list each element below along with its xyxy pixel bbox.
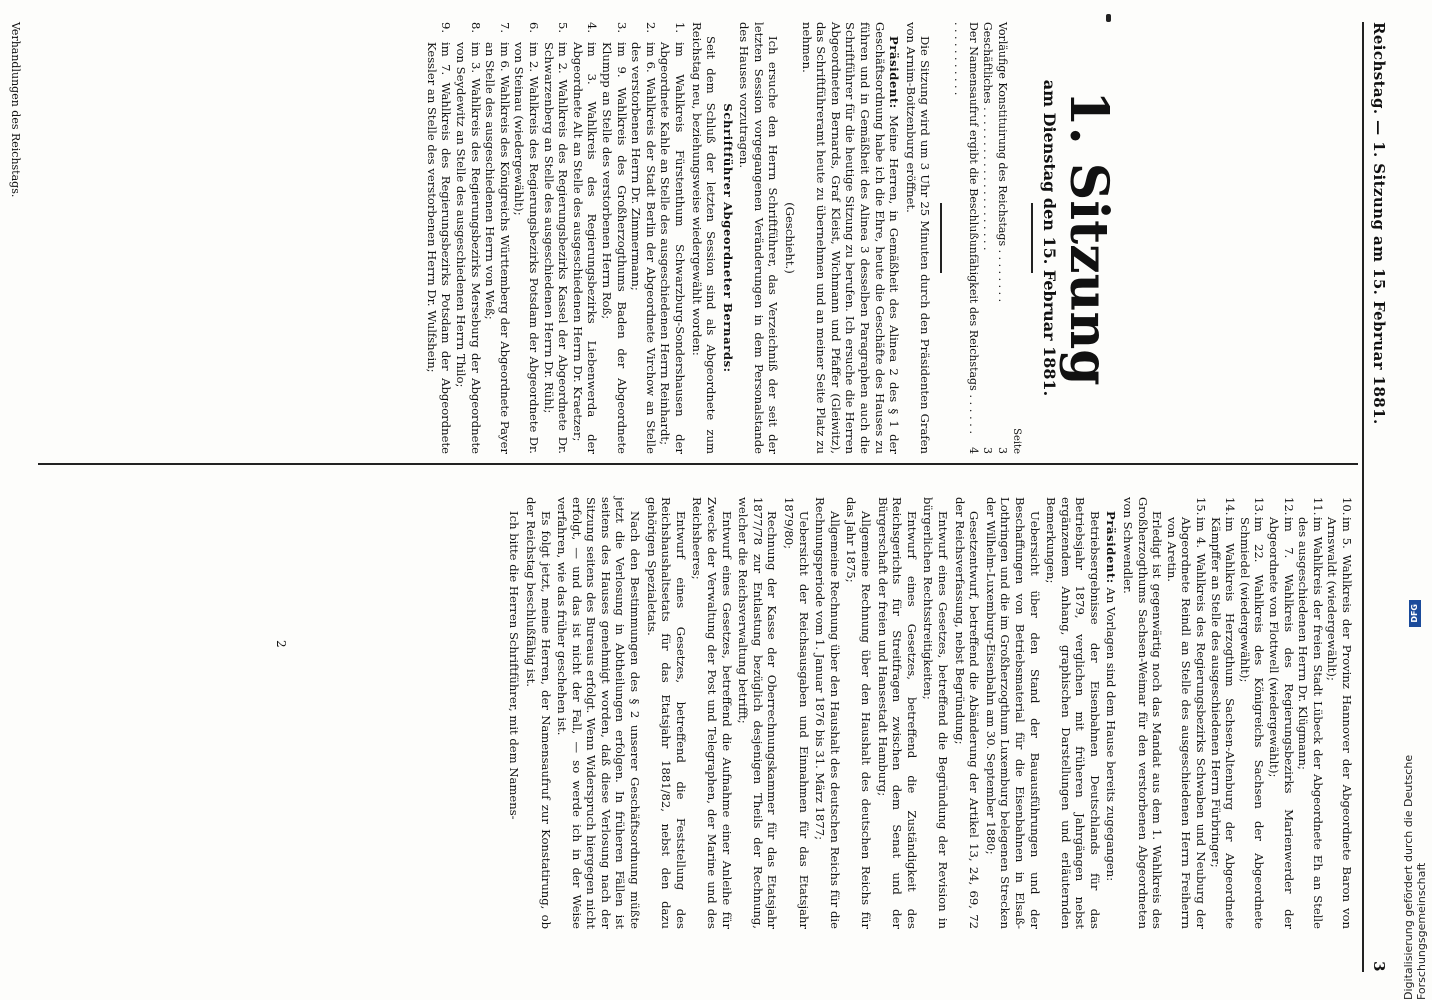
paragraph: Es folgt jetzt, meine Herren, der Namensaufruf zur Konstatirung, ob der Reichstag beschlußfähig ist.	[523, 497, 553, 929]
digitization-credit	[1402, 600, 1428, 1000]
footer-signature: Verhandlungen des Reichstags.	[9, 22, 22, 198]
item-text: im 3. Wahlkreis des Regierungsbezirks Liebenwerda der Abgeordnete Alt an Stelle des ausgeschiedenen Herrn Dr. Kraetzer;	[570, 42, 600, 454]
president-speech	[799, 22, 901, 454]
speech-text: An Vorlagen sind dem Hause bereits zugegangen:	[1104, 587, 1119, 882]
left-column	[424, 22, 1354, 454]
item-text: im 9. Wahlkreis des Großherzogthums Baden der Abgeordnete Klumpp an Stelle des verstorbenen Herrn Roß;	[599, 42, 629, 454]
item-number: 1.	[672, 22, 687, 34]
right-column	[505, 497, 1354, 929]
list-item	[483, 22, 512, 454]
item-number: 6.	[527, 22, 541, 34]
proposal-item: Uebersicht über den Stand der Bauausführungen und der Beschaffungen von Betriebsmaterial für die Eisenbahnen in Elsaß-Lothringen und die im Großherzogthum Luxemburg belegenen Strecken der Wilhelm-Luxemburg-Eisenbahn am 30. September 1880;	[983, 497, 1042, 929]
opening-paragraph: Die Sitzung wird um 3 Uhr 25 Minuten durch den Präsidenten Grafen von Arnim-Boitzenburg eröffnet.	[903, 22, 933, 454]
toc-page: 4	[966, 447, 980, 454]
proposal-item: Uebersicht der Reichsausgaben und Einnahmen für das Etatsjahr 1879/80;	[782, 497, 811, 929]
list-item	[541, 22, 570, 454]
item-number: 8.	[468, 22, 483, 34]
item-number: 9.	[439, 22, 454, 34]
proposal-item: Gesetzentwurf, betreffend die Abänderung der Artikel 13, 24, 69, 72 der Reichsverfassung, nebst Begründung;	[952, 497, 982, 929]
toc-label: Geschäftliches . . . . . . . . . . . . . . . . . . . . .	[981, 22, 995, 251]
proposal-item: Entwurf eines Gesetzes, betreffend die Zuständigkeit des Reichsgerichts für Streitfragen zwischen dem Senat und der Bürgerschaft der freien und Hansestadt Hamburg;	[875, 497, 919, 929]
paragraph: Ich ersuche den Herrn Schriftführer, das Verzeichniß der seit der letzten Session vorgegangenen Veränderungen in dem Personalstande des Hauses vorzutragen.	[737, 22, 781, 454]
list-item	[599, 22, 628, 454]
item-number: 10.	[1340, 497, 1354, 516]
list-item	[1208, 497, 1237, 929]
list-item	[424, 22, 453, 454]
speech-text: Meine Herren, in Gemäßheit des Alinea 2 des § 1 der Geschäftsordnung habe ich die Ehre, heute die Geschäfte des Hauses zu führen und in Gemäßheit des Alinea 3 desselben Paragraphen auch die Schriftführer für die heutige Sitzung zu berufen. Ich ersuche die Herren Abgeordneten Bernards, Graf Kleist, Wichmann und Pfaffer (Gleiwitz), das Schriftführeramt heute zu übernehmen und an meiner Seite Platz zu nehmen.	[799, 22, 902, 455]
paragraph: Ich bitte die Herren Schriftführer, mit dem Namens-	[507, 511, 522, 820]
toc-page: 3	[995, 447, 1009, 454]
item-text: im 22. Wahlkreis des Königreichs Sachsen der Abgeordnete Schmiedel (wiedergewählt);	[1237, 517, 1267, 929]
proposal-item: Entwurf eines Gesetzes, betreffend die Aufnahme einer Anleihe für Zwecke der Verwaltung der Post und Telegraphen, der Marine und des Reichsheeres;	[690, 497, 734, 929]
item-number: 3.	[614, 22, 629, 34]
header-page-number: 3	[1370, 961, 1388, 972]
item-text: im 4. Wahlkreis des Regierungsbezirks Schwaben und Neuburg der Abgeordnete Reindl an Stelle des ausgeschiedenen Herrn Freiherrn von Aretin.	[1164, 517, 1209, 929]
list-item	[570, 22, 599, 454]
president-speech	[1104, 497, 1119, 929]
item-number: 5.	[556, 22, 571, 34]
header-title: Reichstag. — 1. Sitzung am 15. Februar 1881.	[1370, 22, 1388, 425]
dfg-logo-icon: DFG	[1409, 600, 1421, 627]
toc-row	[980, 22, 995, 454]
table-of-contents	[950, 22, 1023, 454]
item-number: 15.	[1194, 497, 1209, 516]
item-text: im 6. Wahlkreis der Stadt Berlin der Abgeordnete Virchow an Stelle des verstorbenen Herrn Dr. Zimmermann;	[629, 42, 658, 454]
item-number: 12.	[1281, 497, 1296, 516]
proposal-item: Allgemeine Rechnung über den Haushalt des deutschen Reichs für das Jahr 1875;	[844, 497, 873, 929]
toc-row	[950, 22, 979, 454]
list-item	[1266, 497, 1295, 929]
item-number: 11.	[1310, 497, 1325, 516]
proposal-item: Entwurf eines Gesetzes, betreffend die Feststellung des Reichshaushaltsetats für das Etatsjahr 1881/82, nebst den dazu gehörigen Spezialetats.	[644, 497, 688, 929]
speaker-label: Präsident:	[887, 36, 902, 109]
paragraph: Nach den Bestimmungen des § 2 unserer Geschäftsordnung müßte jetzt die Verlosung in Abtheilungen erfolgen. In früheren Fällen ist seitens des Hauses genehmigt worden, daß diese Verlosung nach der Sitzung seitens des Bureaus erfolgt. Wenn Widerspruch hiergegen nicht erfolgt, — und das ist nicht der Fall, — so werde ich in der Weise verfahren, wie das früher geschehen ist.	[555, 497, 643, 929]
folio-number: 2	[274, 640, 288, 648]
item-number: 14.	[1223, 497, 1238, 516]
toc-column-label: Seite	[1011, 428, 1023, 454]
toc-row	[994, 22, 1009, 454]
proposal-item: Allgemeine Rechnung über den Haushalt des deutschen Reichs für die Rechnungsperiode vom 1. Januar 1876 bis 31. März 1877;	[813, 497, 842, 929]
item-text: im Wahlkreis Fürstenthum Schwarzburg-Sondershausen der Abgeordnete Kahle an Stelle des ausgeschiedenen Herrn Reinhardt;	[658, 42, 687, 454]
item-number: 2.	[643, 22, 658, 34]
title-rule	[1031, 203, 1033, 273]
proposal-item: Rechnung der Kasse der Oberrechnungskammer für das Etatsjahr 1877/78 zur Entlastung bezüglich desjenigen Theils der Rechnung, welcher die Reichsverwaltung betrifft;	[736, 497, 780, 929]
list-item	[658, 22, 687, 454]
toc-rule	[940, 203, 942, 273]
session-title: 1. Sitzung	[1058, 90, 1119, 386]
list-item	[629, 22, 658, 454]
item-text: im 3. Wahlkreis des Regierungsbezirks Merseburg der Abgeordnete von Seydewitz an Stelle des ausgeschiedenen Herrn Thilo;	[454, 42, 483, 454]
speaker-label: Schriftführer Abgeordneter Bernards:	[720, 103, 735, 373]
paragraph: Erledigt ist gegenwärtig noch das Mandat aus dem 1. Wahlkreis des Großherzogthums Sachsen-Weimar für den verstorbenen Abgeordneten von Schwendler.	[1121, 497, 1165, 929]
header-rule	[1362, 22, 1364, 972]
item-number: 4.	[585, 22, 600, 34]
item-text: im 6. Wahlkreis des Königreichs Württemberg der Abgeordnete Payer an Stelle des ausgeschiedenen Herrn von Weß;	[483, 42, 512, 454]
paragraph: Seit dem Schluß der letzten Session sind als Abgeordnete zum Reichstag neu, beziehungsweise wiedergewählt worden:	[689, 22, 719, 454]
item-number: 7.	[497, 22, 512, 34]
list-item	[512, 22, 541, 454]
list-item	[1296, 497, 1325, 929]
session-date: am Dienstag den 15. Februar 1881.	[1040, 79, 1059, 397]
list-item	[1164, 497, 1208, 929]
credit-text: Digitalisierung gefördert durch die Deutsche Forschungsgemeinschaft	[1402, 754, 1428, 1000]
running-header	[1370, 22, 1388, 972]
item-text: im 7. Wahlkreis des Regierungsbezirks Marienwerder der Abgeordnete von Flottwell (wiedergewählt);	[1267, 517, 1296, 929]
item-text: im 7. Wahlkreis des Regierungsbezirks Potsdam der Abgeordnete Kessler an Stelle des verstorbenen Herrn Dr. Wulfshein;	[424, 42, 454, 454]
speaker-label: Präsident:	[1104, 511, 1119, 584]
stage-direction: (Geschieht.)	[783, 202, 798, 274]
item-text: im 2. Wahlkreis des Regierungsbezirks Kassel der Abgeordnete Dr. Schwarzenberg an Stelle des ausgeschiedenen Herrn Dr. Rühl;	[541, 42, 571, 454]
item-text: im 2. Wahlkreis des Regierungsbezirks Potsdam der Abgeordnete Dr. von Steinau (wiedergewählt);	[512, 42, 541, 454]
proposal-item: Betriebsergebnisse der Eisenbahnen Deutschlands für das Betriebsjahr 1879, verglichen mit früheren Jahrgängen nebst ergänzendem Anhang, graphischen Darstellungen und erläuternden Bemerkungen;	[1044, 497, 1102, 929]
item-text: im 5. Wahlkreis der Provinz Hannover der Abgeordnete Baron von Arnswaldt (wiedergewählt);	[1325, 517, 1354, 929]
column-divider	[38, 463, 1358, 465]
proposal-item: Entwurf eines Gesetzes, betreffend die Begründung der Revision in bürgerlichen Rechtsstreitigkeiten;	[921, 497, 950, 929]
toc-page: 3	[981, 447, 995, 454]
item-number: 13.	[1252, 497, 1267, 516]
item-text: im Wahlkreis Herzogthum Sachsen-Altenburg der Abgeordnete Kämpffer an Stelle des ausgeschiedenen Herrn Fürbringer;	[1208, 517, 1238, 929]
toc-label: Vorläufige Konstituirung des Reichstags . . . . . . . .	[995, 22, 1009, 303]
list-item	[453, 22, 482, 454]
item-text: im Wahlkreis der freien Stadt Lübeck der Abgeordnete Eh an Stelle des ausgeschiedenen Herrn Dr. Klügmann;	[1296, 517, 1325, 929]
list-item	[1237, 497, 1266, 929]
list-item	[1325, 497, 1354, 929]
toc-label: Der Namensaufruf ergibt die Beschlußunfähigkeit des Reichstags . . . . . . . . . . . . . . . . .	[952, 22, 980, 434]
